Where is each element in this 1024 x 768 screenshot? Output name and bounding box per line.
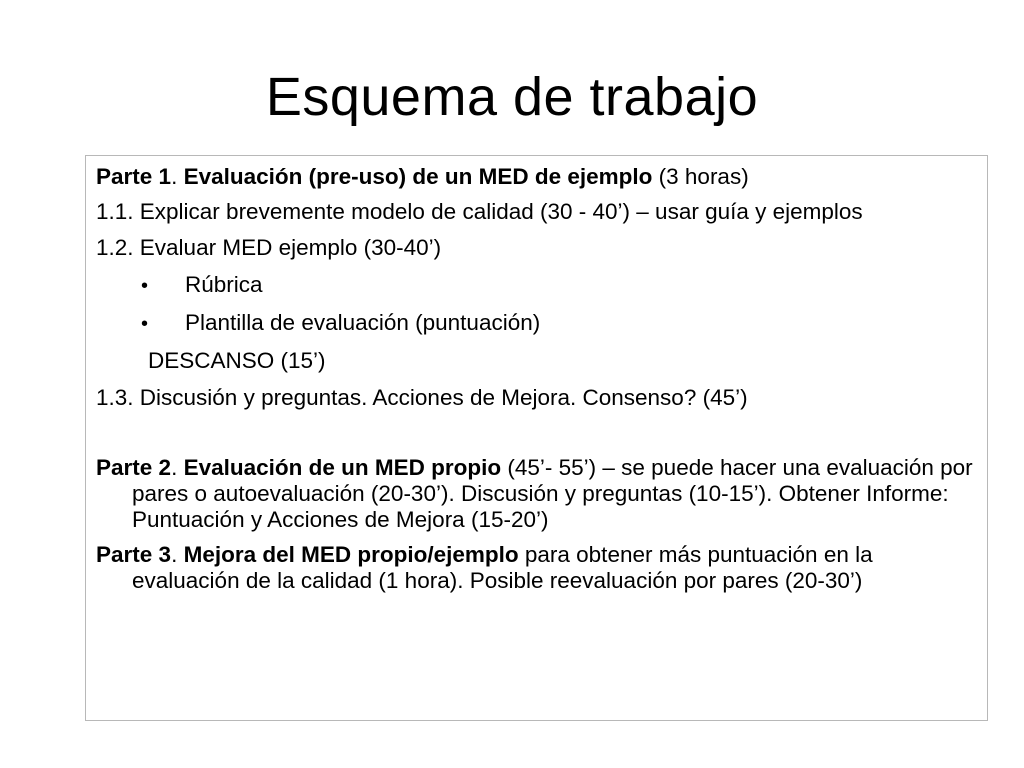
part-1-label: Parte 1	[96, 164, 172, 189]
part-1-duration: (3 horas)	[652, 164, 749, 189]
bullet-item	[96, 310, 977, 337]
part-2-separator: .	[171, 455, 184, 480]
part-3-paragraph	[96, 542, 977, 594]
part-3-title: Mejora del MED propio/ejemplo	[183, 542, 519, 567]
part-2-label: Parte 2	[96, 455, 172, 480]
descanso-line: DESCANSO (15’)	[148, 348, 326, 373]
item-1-2: 1.2. Evaluar MED ejemplo (30-40’)	[96, 235, 442, 260]
part-1-title: Evaluación (pre-uso) de un MED de ejemplo	[183, 164, 653, 189]
bullet-text: Plantilla de evaluación (puntuación)	[185, 310, 541, 335]
bullet-item	[96, 272, 977, 299]
bullet-icon: •	[141, 313, 149, 335]
part-2-details: (45’- 55’) – se puede hacer una evaluación por pares o autoevaluación (20-30’). Discusión y preguntas (10-15’). Obtener Informe: Puntuación y Acciones de Mejora (15-20’)	[132, 455, 973, 532]
bullet-text: Rúbrica	[185, 272, 263, 297]
bullet-icon: •	[141, 275, 149, 297]
item-1-1: 1.1. Explicar brevemente modelo de calidad (30 - 40’) – usar guía y ejemplos	[96, 199, 863, 224]
part-3-details: para obtener más puntuación en la evaluación de la calidad (1 hora). Posible reevaluación por pares (20-30’)	[132, 542, 873, 593]
part-1-heading	[96, 164, 977, 190]
content-box	[85, 155, 988, 721]
slide-title: Esquema de trabajo	[265, 67, 759, 127]
part-3-separator: .	[171, 542, 184, 567]
part-2-paragraph	[96, 455, 977, 533]
part-2-title: Evaluación de un MED propio	[183, 455, 502, 480]
part-1-separator: .	[171, 164, 184, 189]
spacer	[96, 419, 977, 455]
part-3-label: Parte 3	[96, 542, 172, 567]
item-1-3: 1.3. Discusión y preguntas. Acciones de Mejora. Consenso? (45’)	[96, 385, 748, 410]
